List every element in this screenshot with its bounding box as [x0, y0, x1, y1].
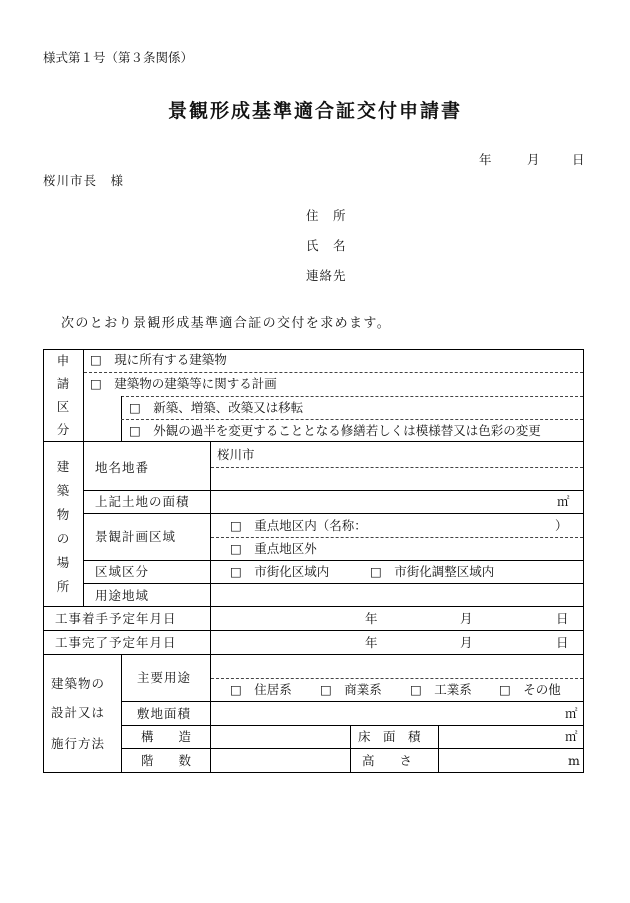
date-day-label: 日 — [572, 152, 585, 167]
design-label-line2: 設計又は — [51, 705, 106, 720]
end-year: 年 — [365, 635, 378, 650]
date-month-label: 月 — [527, 152, 540, 167]
urbanization-control-option[interactable]: □ 市街化調整区域内 — [370, 564, 495, 579]
height-label: 高 さ — [362, 753, 413, 768]
start-year: 年 — [365, 611, 378, 626]
height-unit: m — [568, 753, 580, 768]
floor-area-unit: ㎡ — [565, 729, 578, 744]
end-month: 月 — [460, 635, 473, 650]
lot-number-value[interactable]: 桜川市 — [217, 447, 255, 462]
address-label: 住 所 — [306, 208, 347, 223]
application-type-label: 申 請 区 分 — [56, 353, 70, 437]
construction-start-label: 工事着手予定年月日 — [55, 611, 177, 626]
start-day: 日 — [556, 611, 569, 626]
existing-building-option[interactable]: □ 現に所有する建築物 — [90, 352, 227, 367]
application-form-table — [43, 349, 584, 773]
priority-district-close: ） — [555, 518, 568, 533]
land-area-label: 上記土地の面積 — [95, 494, 190, 509]
construction-end-label: 工事完了予定年月日 — [55, 635, 177, 650]
floors-label: 階 数 — [141, 753, 192, 768]
building-location-label: 建 築 物 の 場 所 — [56, 459, 70, 594]
building-plan-option[interactable]: □ 建築物の建築等に関する計画 — [90, 376, 277, 391]
urbanization-area-option[interactable]: □ 市街化区域内 — [230, 564, 330, 579]
site-area-unit: ㎡ — [565, 706, 578, 721]
start-month: 月 — [460, 611, 473, 626]
form-number: 様式第１号（第３条関係） — [43, 50, 194, 65]
contact-label: 連絡先 — [306, 268, 347, 283]
use-residential-option[interactable]: □ 住居系 — [230, 682, 292, 697]
use-commercial-option[interactable]: □ 商業系 — [320, 682, 382, 697]
lot-number-label: 地名地番 — [95, 460, 150, 475]
zone-category-label: 区域区分 — [95, 564, 150, 579]
land-area-unit: ㎡ — [557, 494, 570, 509]
use-other-option[interactable]: □ その他 — [499, 682, 561, 697]
priority-district-in-option[interactable]: □ 重点地区内（名称： — [230, 518, 367, 533]
end-day: 日 — [556, 635, 569, 650]
priority-district-out-option[interactable]: □ 重点地区外 — [230, 541, 317, 556]
name-label: 氏 名 — [306, 238, 347, 253]
structure-label: 構 造 — [141, 729, 192, 744]
design-label-line1: 建築物の — [51, 676, 106, 691]
design-label-line3: 施行方法 — [51, 736, 106, 751]
landscape-district-label: 景観計画区域 — [95, 529, 177, 544]
use-district-label: 用途地域 — [95, 588, 150, 603]
primary-use-label: 主要用途 — [137, 670, 192, 685]
repair-option[interactable]: □ 外観の過半を変更することとなる修繕若しくは模様替又は色彩の変更 — [129, 423, 541, 438]
use-industrial-option[interactable]: □ 工業系 — [410, 682, 472, 697]
intro-text: 次のとおり景観形成基準適合証の交付を求めます。 — [61, 316, 392, 331]
floor-area-label: 床 面 積 — [358, 729, 421, 744]
date-year-label: 年 — [479, 152, 492, 167]
addressee: 桜川市長 様 — [43, 173, 125, 188]
new-build-option[interactable]: □ 新築、増築、改築又は移転 — [129, 400, 304, 415]
page-title: 景観形成基準適合証交付申請書 — [167, 100, 462, 122]
site-area-label: 敷地面積 — [137, 706, 192, 721]
